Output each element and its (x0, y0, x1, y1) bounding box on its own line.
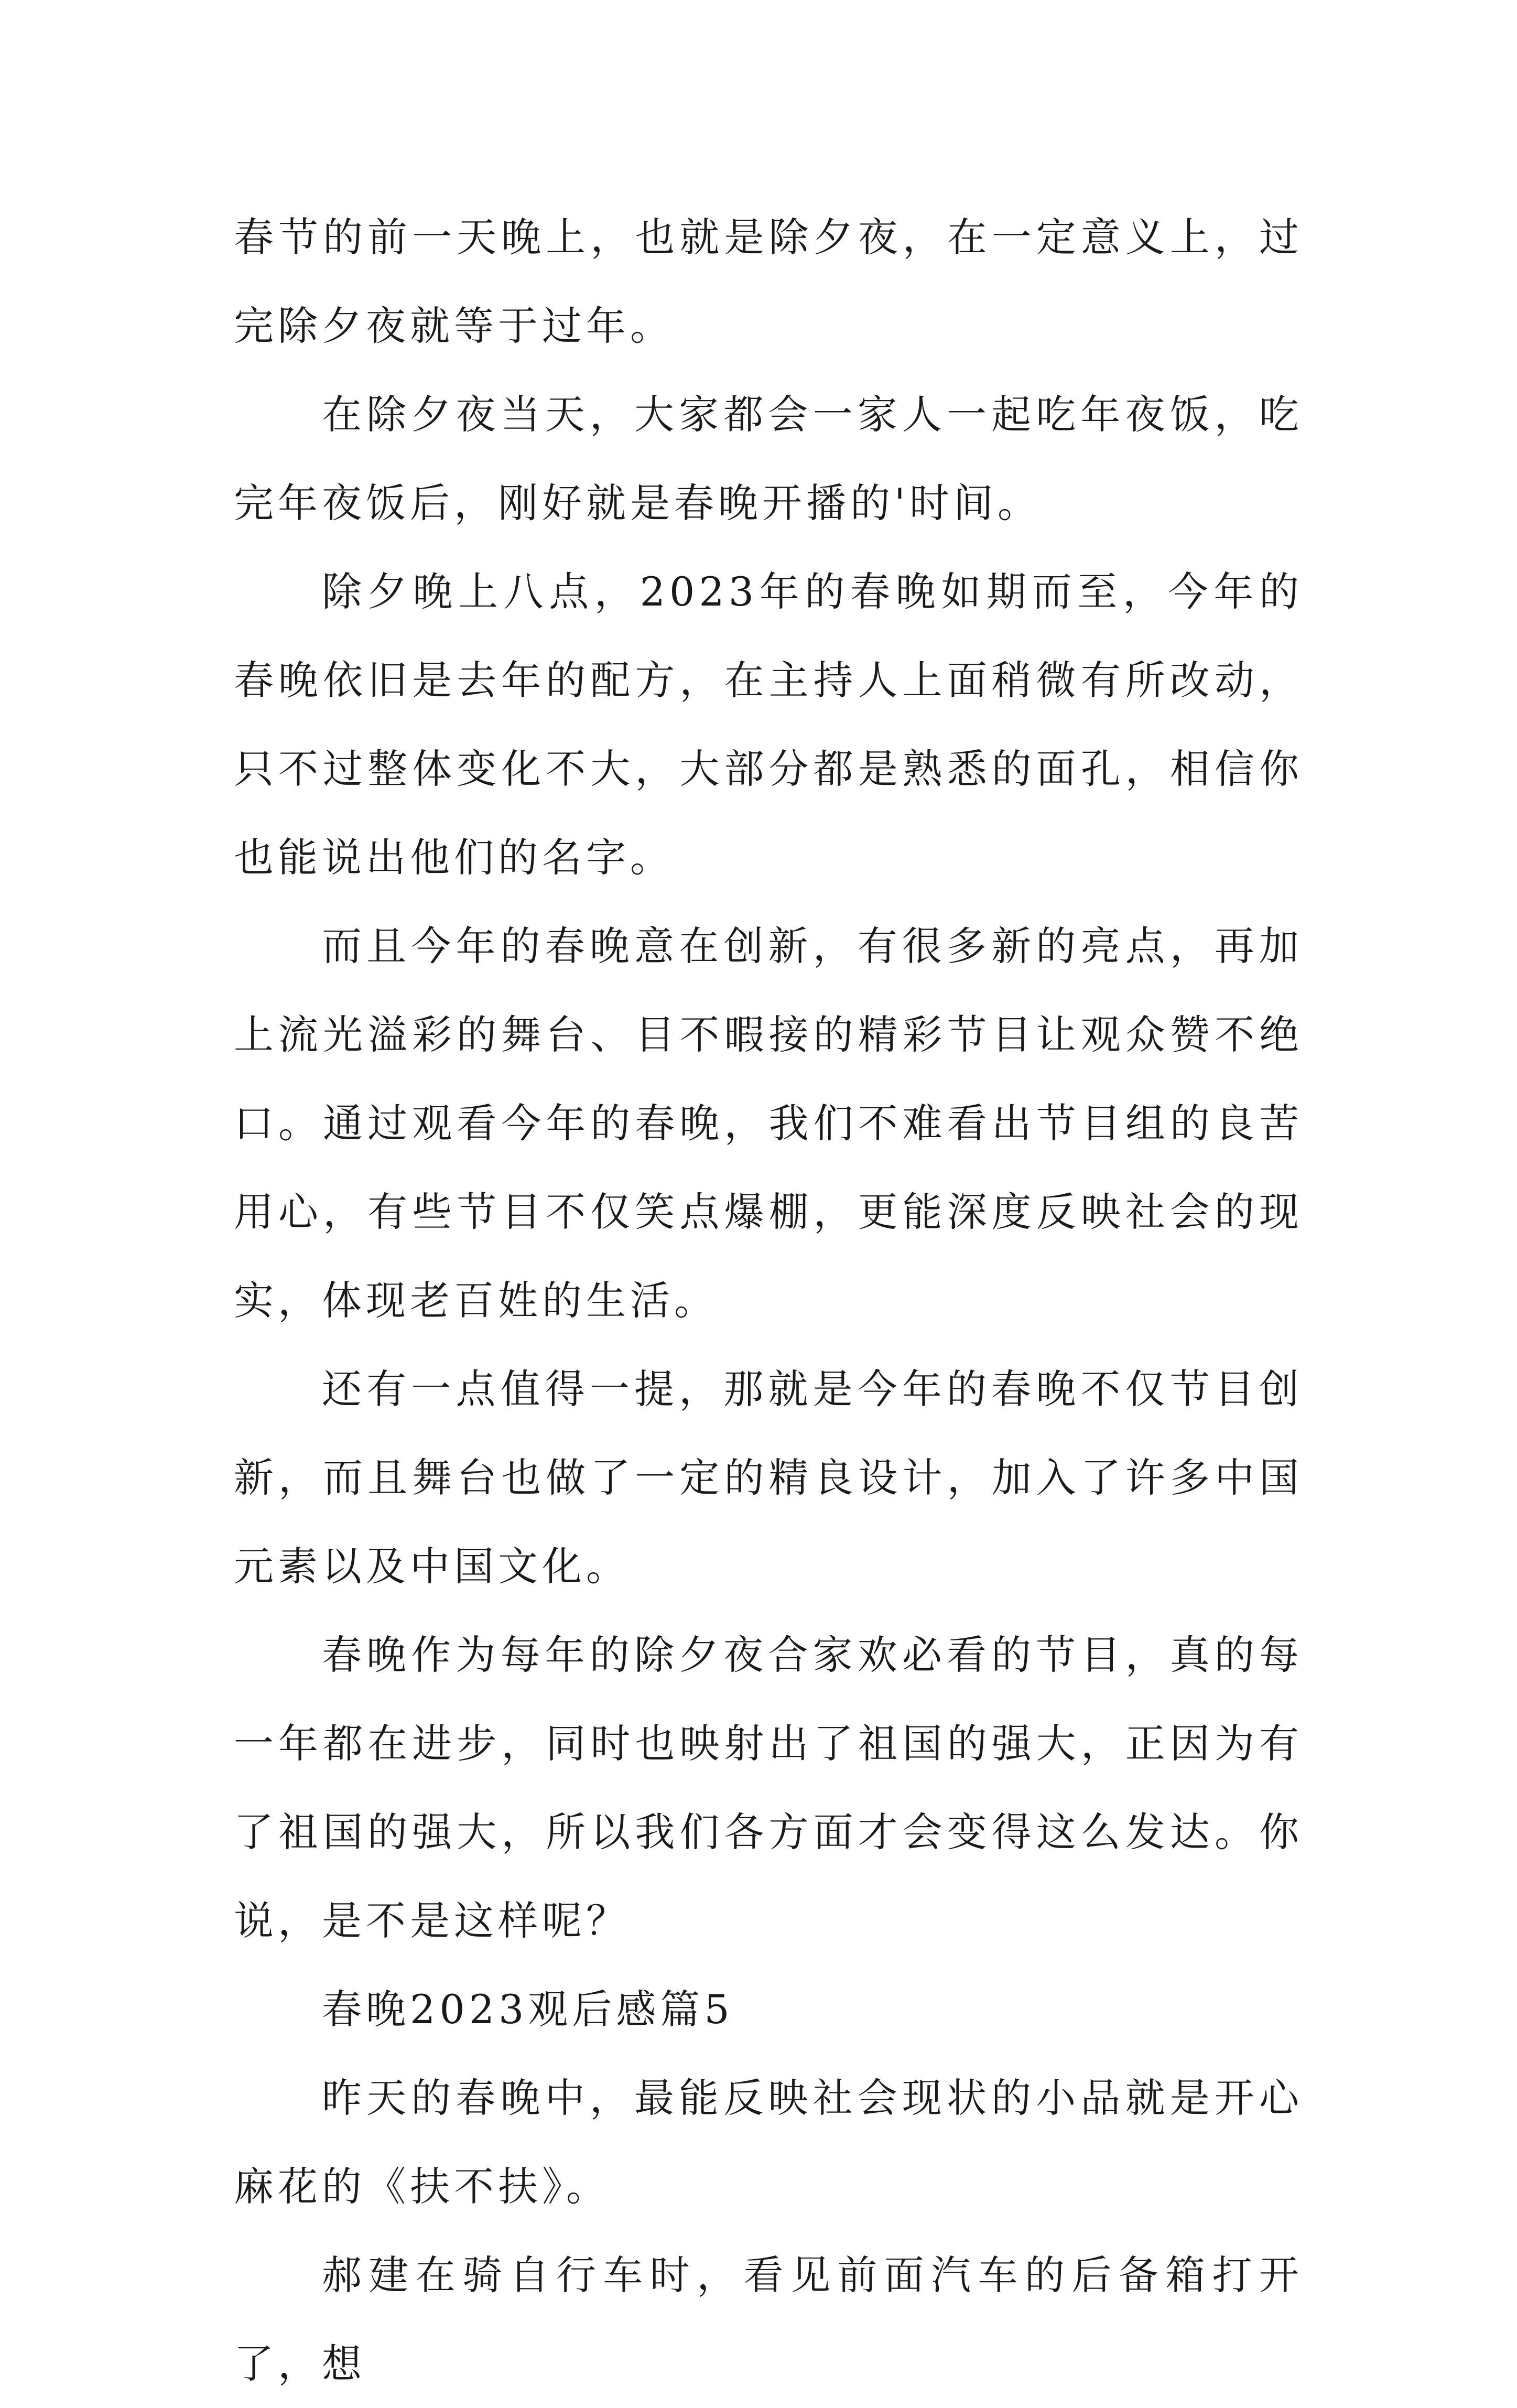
paragraph-4: 而且今年的春晚意在创新，有很多新的亮点，再加上流光溢彩的舞台、目不暇接的精彩节目让观众赞不绝口。通过观看今年的春晚，我们不难看出节目组的良苦用心，有些节目不仅笑点爆棚，更能深度反映社会的现实，体现老百姓的生活。 (234, 923, 1303, 1324)
paragraph-2: 在除夕夜当天，大家都会一家人一起吃年夜饭，吃完年夜饭后，刚好就是春晚开播的'时间。 (234, 391, 1303, 526)
document-body (234, 193, 1303, 2408)
paragraph-3: 除夕晚上八点，2023年的春晚如期而至，今年的春晚依旧是去年的配方，在主持人上面稍微有所改动，只不过整体变化不大，大部分都是熟悉的面孔，相信你也能说出他们的名字。 (234, 568, 1303, 881)
paragraph-5: 还有一点值得一提，那就是今年的春晚不仅节目创新，而且舞台也做了一定的精良设计，加入了许多中国元素以及中国文化。 (234, 1366, 1303, 1590)
paragraph-7: 昨天的春晚中，最能反映社会现状的小品就是开心麻花的《扶不扶》。 (234, 2075, 1303, 2210)
paragraph-8: 郝建在骑自行车时，看见前面汽车的后备箱打开了，想 (234, 2252, 1303, 2387)
paragraph-1: 春节的前一天晚上，也就是除夕夜，在一定意义上，过完除夕夜就等于过年。 (234, 214, 1303, 349)
section-heading: 春晚2023观后感篇5 (322, 1986, 734, 2033)
paragraph-6: 春晚作为每年的除夕夜合家欢必看的节目，真的每一年都在进步，同时也映射出了祖国的强大，正因为有了祖国的强大，所以我们各方面才会变得这么发达。你说，是不是这样呢？ (234, 1632, 1303, 1944)
